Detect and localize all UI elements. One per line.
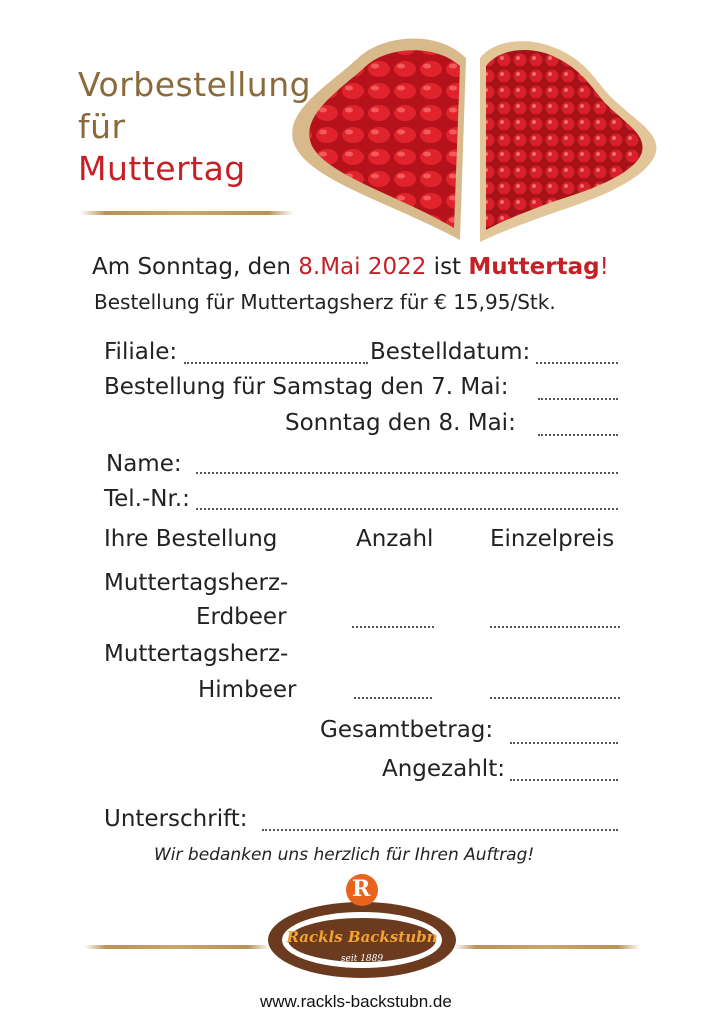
- signature-label: Unterschrift:: [104, 806, 248, 832]
- item-strawberry-line-2: Erdbeer: [196, 604, 287, 630]
- name-field[interactable]: [196, 472, 618, 474]
- title-line-1: Vorbestellung: [78, 65, 312, 104]
- tel-field[interactable]: [196, 508, 618, 510]
- raspberry-price-field[interactable]: [490, 697, 620, 699]
- logo-name: Rackls Backstubn: [286, 928, 438, 946]
- intro-date: 8.Mai 2022: [298, 254, 427, 280]
- filiale-label: Filiale:: [104, 339, 178, 365]
- tel-label: Tel.-Nr.:: [104, 486, 190, 512]
- website-url[interactable]: www.rackls-backstubn.de: [260, 992, 452, 1011]
- cake-hearts-image: [288, 36, 660, 244]
- footer-divider-left: [84, 945, 270, 949]
- name-label: Name:: [106, 451, 182, 477]
- column-header-unit-price: Einzelpreis: [490, 526, 615, 552]
- thank-you-note: Wir bedanken uns herzlich für Ihren Auftrag!: [154, 845, 535, 865]
- signature-field[interactable]: [262, 829, 618, 831]
- intro-line-1: Am Sonntag, den 8.Mai 2022 ist Muttertag!: [92, 254, 609, 280]
- item-raspberry-line-2: Himbeer: [198, 677, 297, 703]
- strawberry-quantity-field[interactable]: [352, 626, 434, 628]
- bestelldatum-label: Bestelldatum:: [370, 339, 531, 365]
- bestelldatum-field[interactable]: [536, 362, 618, 364]
- title-line-2: für: [78, 107, 126, 146]
- item-raspberry-line-1: Muttertagsherz-: [104, 641, 289, 667]
- total-field[interactable]: [510, 742, 618, 744]
- total-label: Gesamtbetrag:: [320, 717, 494, 743]
- intro-line-2: Bestellung für Muttertagsherz für € 15,95/Stk.: [94, 290, 556, 314]
- item-strawberry-line-1: Muttertagsherz-: [104, 570, 289, 596]
- samstag-field[interactable]: [538, 398, 618, 400]
- footer-divider-right: [454, 945, 640, 949]
- deposit-label: Angezahlt:: [382, 756, 505, 782]
- intro-holiday: Muttertag: [468, 254, 600, 280]
- logo-letter: R: [352, 876, 371, 902]
- header-divider: [80, 211, 294, 215]
- deposit-field[interactable]: [510, 779, 618, 781]
- raspberry-quantity-field[interactable]: [354, 697, 432, 699]
- title-line-3: Muttertag: [78, 149, 246, 188]
- column-header-quantity: Anzahl: [356, 526, 434, 552]
- strawberry-price-field[interactable]: [490, 626, 620, 628]
- filiale-field[interactable]: [184, 362, 368, 364]
- sonntag-label: Sonntag den 8. Mai:: [285, 410, 516, 436]
- bakery-logo: [262, 870, 462, 982]
- column-header-order: Ihre Bestellung: [104, 526, 278, 552]
- sonntag-field[interactable]: [538, 434, 618, 436]
- logo-since: seit 1889: [340, 954, 384, 964]
- samstag-label: Bestellung für Samstag den 7. Mai:: [104, 374, 509, 400]
